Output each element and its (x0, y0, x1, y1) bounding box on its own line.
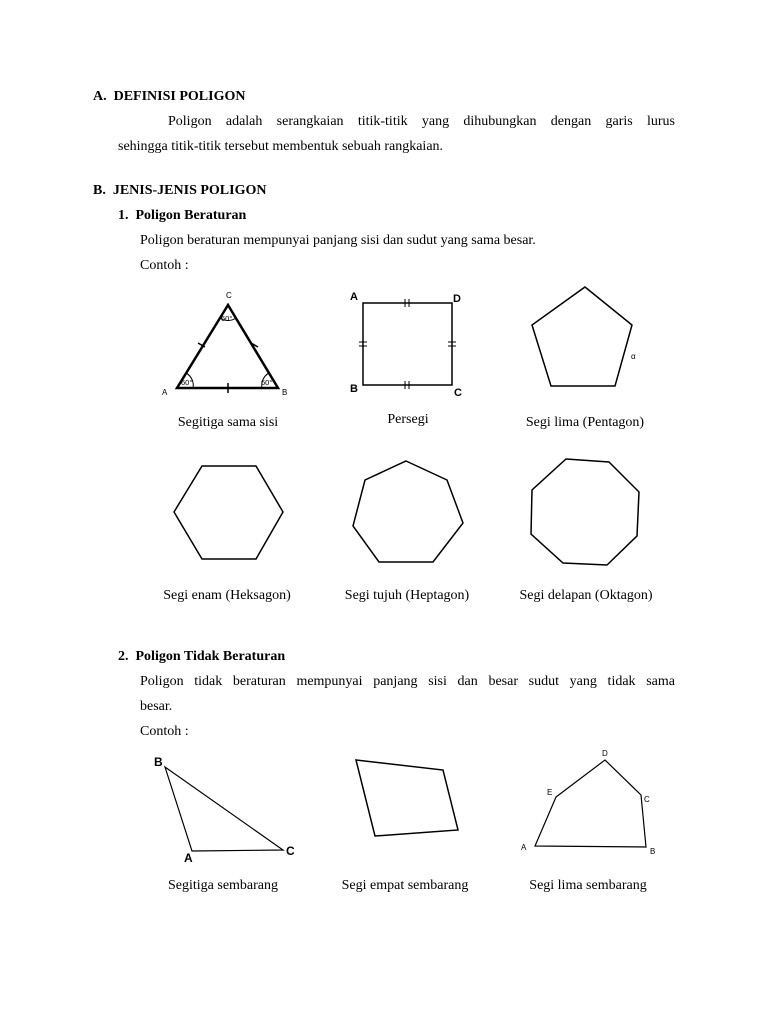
square-label-a: A (350, 291, 358, 303)
section-a-paragraph-line2: sehingga titik-titik tersebut membentuk sebuah rangkaian. (118, 139, 444, 154)
triangle-angle-right: 60° (261, 378, 273, 387)
equilateral-triangle-figure (160, 285, 300, 400)
subsection-1-contoh: Contoh : (140, 258, 189, 273)
irregular-triangle-label-b: B (154, 755, 163, 769)
caption-segi-tujuh: Segi tujuh (Heptagon) (344, 588, 470, 603)
subsection-1-text: Poligon beraturan mempunyai panjang sisi dan sudut yang sama besar. (140, 233, 536, 248)
irregular-pentagon-figure (510, 745, 670, 865)
hexagon-figure (165, 455, 295, 570)
triangle-label-c: C (226, 291, 232, 300)
subsection-2-contoh: Contoh : (140, 724, 189, 739)
square-label-b: B (350, 383, 358, 395)
subsection-2-text-line1: Poligon tidak beraturan mempunyai panjang sisi dan besar sudut yang tidak sama (140, 674, 675, 689)
section-b-heading: B. JENIS-JENIS POLIGON (93, 183, 267, 198)
caption-segi-lima: Segi lima (Pentagon) (525, 415, 645, 430)
triangle-angle-left: 60° (181, 378, 193, 387)
irregular-pentagon-label-d: D (602, 749, 608, 758)
subsection-2-text-line2: besar. (140, 699, 173, 714)
caption-segitiga-sembarang: Segitiga sembarang (167, 878, 279, 893)
pentagon-mark: α (631, 352, 636, 361)
pentagon-figure (520, 280, 650, 395)
subsection-1-heading: 1. Poligon Beraturan (118, 208, 247, 223)
section-a-heading: A. DEFINISI POLIGON (93, 89, 246, 104)
irregular-pentagon-label-b: B (650, 847, 656, 856)
irregular-pentagon-label-a: A (521, 843, 527, 852)
square-figure (345, 288, 470, 403)
section-a-paragraph-line1: Poligon adalah serangkaian titik-titik yang dihubungkan dengan garis lurus (168, 114, 675, 129)
caption-segi-lima-sembarang: Segi lima sembarang (529, 878, 647, 893)
irregular-pentagon-label-c: C (644, 795, 650, 804)
triangle-label-b: B (282, 388, 288, 397)
triangle-label-a: A (162, 388, 168, 397)
octagon-figure (520, 450, 650, 570)
subsection-2-heading: 2. Poligon Tidak Beraturan (118, 649, 286, 664)
caption-segi-empat-sembarang: Segi empat sembarang (341, 878, 469, 893)
caption-segitiga-sama-sisi: Segitiga sama sisi (177, 415, 279, 430)
triangle-angle-top: 60° (221, 314, 233, 323)
irregular-triangle-figure (150, 750, 310, 865)
irregular-triangle-label-a: A (184, 851, 193, 865)
irregular-quadrilateral-figure (345, 750, 475, 865)
caption-segi-delapan: Segi delapan (Oktagon) (519, 588, 653, 603)
irregular-pentagon-label-e: E (547, 788, 553, 797)
irregular-triangle-label-c: C (286, 844, 295, 858)
square-label-d: D (453, 293, 461, 305)
caption-segi-enam: Segi enam (Heksagon) (163, 588, 291, 603)
heptagon-figure (345, 455, 475, 570)
caption-persegi: Persegi (387, 412, 429, 427)
square-label-c: C (454, 387, 462, 399)
